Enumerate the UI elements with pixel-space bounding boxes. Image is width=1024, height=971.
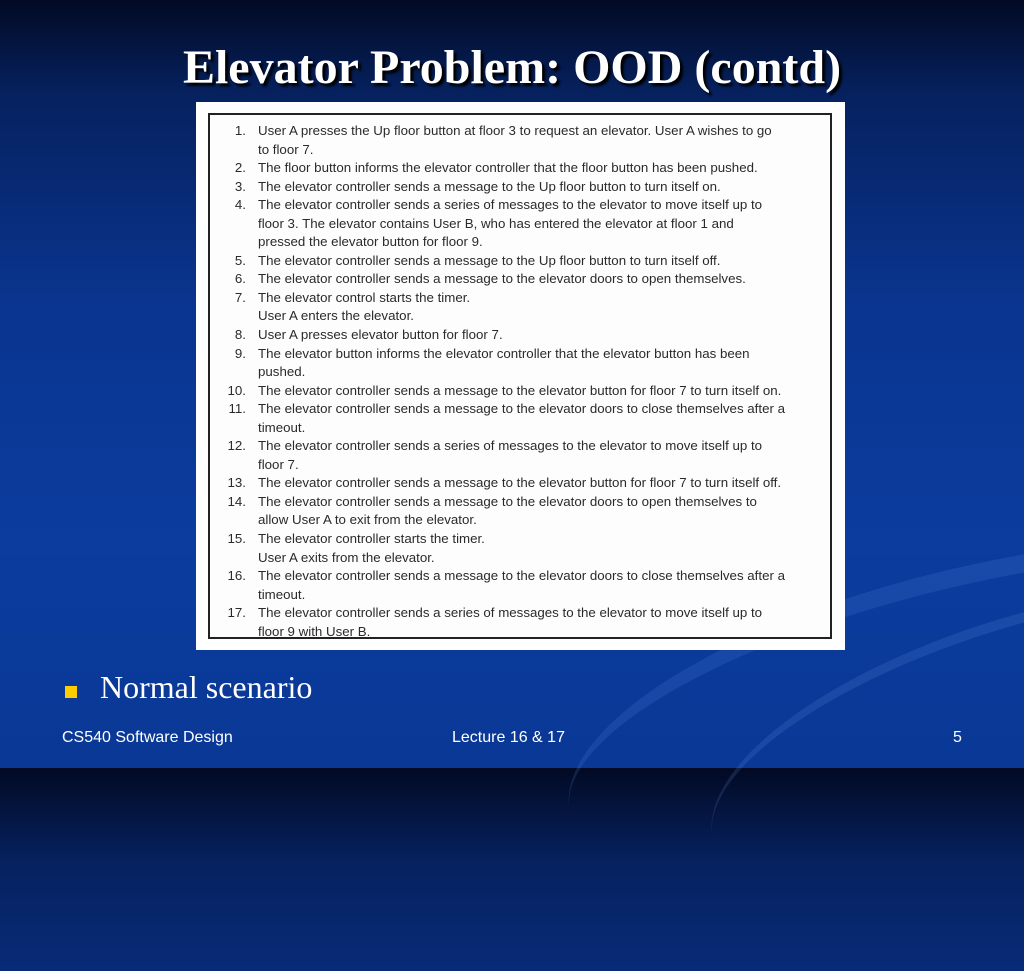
step-number: 17. (227, 605, 246, 621)
scenario-frame (208, 113, 832, 639)
step-number: 8. (234, 327, 246, 343)
step-text-line: The elevator controller sends a series of messages to the elevator to move itself up to (258, 197, 763, 213)
step-item (210, 270, 830, 289)
step-number: 11. (228, 401, 246, 417)
step-text-line: The elevator controller starts the timer. (258, 531, 485, 547)
step-text-line: User A exits from the elevator. (258, 549, 435, 565)
step-number: 4. (234, 197, 246, 213)
scenario-image (196, 102, 845, 650)
step-text-line: The elevator controller sends a message to the Up floor button to turn itself on. (258, 178, 721, 194)
step-number: 2. (234, 160, 246, 176)
step-item (210, 345, 830, 382)
step-text-line: timeout. (258, 419, 306, 435)
step-text-line: The elevator controller sends a message to the Up floor button to turn itself off. (258, 252, 721, 268)
step-number: 6. (234, 271, 246, 287)
step-item (210, 530, 830, 567)
step-text-line: The elevator controller sends a message to the elevator doors to open themselves. (258, 271, 746, 287)
step-number: 14. (227, 493, 246, 509)
step-text-line: User A enters the elevator. (258, 308, 414, 324)
step-item (210, 159, 830, 178)
step-item (210, 382, 830, 401)
step-item (210, 604, 830, 641)
step-item (210, 474, 830, 493)
step-text-line: The elevator controller sends a series of messages to the elevator to move itself up to (258, 438, 763, 454)
step-text-line: timeout. (258, 586, 306, 602)
step-item (210, 493, 830, 530)
page-number: 5 (953, 729, 962, 746)
step-item (210, 122, 830, 159)
footer-course: CS540 Software Design (62, 729, 233, 746)
step-number: 3. (234, 178, 246, 194)
bullet-text: Normal scenario (100, 669, 313, 705)
scenario-steps-list (210, 122, 830, 641)
step-number: 9. (234, 345, 246, 361)
step-number: 7. (234, 289, 246, 305)
step-text-line: The elevator controller sends a message to the elevator button for floor 7 to turn itself on. (258, 382, 782, 398)
step-item (210, 400, 830, 437)
step-text-line: The floor button informs the elevator controller that the floor button has been pushed. (258, 160, 758, 176)
step-text-line: The elevator controller sends a series of messages to the elevator to move itself up to (258, 605, 763, 621)
bullet-square-icon (65, 686, 77, 698)
step-number: 10. (227, 382, 246, 398)
step-number: 13. (227, 475, 246, 491)
step-text-line: pushed. (258, 364, 306, 380)
step-text-line: The elevator controller sends a message to the elevator doors to close themselves after a (258, 401, 785, 417)
step-number: 5. (234, 252, 246, 268)
step-text-line: The elevator button informs the elevator controller that the elevator button has been (258, 345, 750, 361)
step-text-line: floor 9 with User B. (258, 623, 371, 639)
footer-lecture: Lecture 16 & 17 (452, 729, 565, 746)
step-text-line: floor 3. The elevator contains User B, who has entered the elevator at floor 1 and (258, 215, 734, 231)
step-number: 1. (234, 123, 246, 138)
step-text-line: User A presses the Up floor button at floor 3 to request an elevator. User A wishes to go (258, 123, 772, 138)
step-text-line: User A presses elevator button for floor 7. (258, 327, 503, 343)
step-item (210, 567, 830, 604)
step-text-line: The elevator controller sends a message to the elevator doors to close themselves after a (258, 568, 785, 584)
step-item (210, 289, 830, 326)
step-number: 15. (227, 531, 246, 547)
step-text-line: allow User A to exit from the elevator. (258, 512, 477, 528)
step-number: 12. (227, 438, 246, 454)
step-item (210, 196, 830, 252)
step-text-line: The elevator controller sends a message to the elevator doors to open themselves to (258, 493, 757, 509)
step-item (210, 437, 830, 474)
step-item (210, 326, 830, 345)
step-text-line: pressed the elevator button for floor 9. (258, 234, 483, 250)
step-text-line: to floor 7. (258, 141, 314, 157)
step-text-line: The elevator control starts the timer. (258, 289, 471, 305)
step-number: 16. (227, 568, 246, 584)
step-item (210, 252, 830, 271)
step-item (210, 178, 830, 197)
slide-title: Elevator Problem: OOD (contd) (182, 41, 842, 94)
step-text-line: floor 7. (258, 456, 299, 472)
step-text-line: The elevator controller sends a message to the elevator button for floor 7 to turn itself off. (258, 475, 782, 491)
